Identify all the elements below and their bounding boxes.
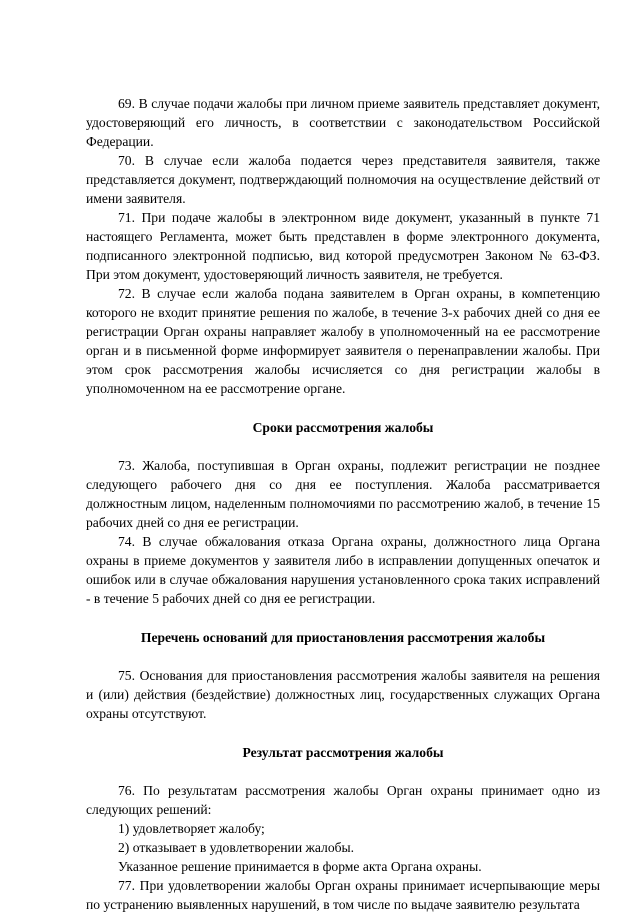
spacer [86,608,600,628]
paragraph-74: 74. В случае обжалования отказа Органа охраны, должностного лица Органа охраны в приеме документов у заявителя либо в исправлении допущенных опечаток и ошибок или в случае обжалования нарушения установленного срока таких исправлений - в течение 5 рабочих дней со дня ее регистрации. [86,534,600,606]
spacer [86,723,600,743]
paragraph-70: 70. В случае если жалоба подается через представителя заявителя, также представляется документ, подтверждающий полномочия на осуществление действий от имени заявителя. [86,153,600,206]
spacer [86,762,600,781]
paragraph-71: 71. При подаче жалобы в электронном виде документ, указанный в пункте 71 настоящего Регламента, может быть представлен в форме электронного документа, подписанного электронной подписью, вид которой предусмотрен Законом № 63-ФЗ. При этом документ, удостоверяющий личность заявителя, не требуется. [86,210,600,282]
list-item-76-2: 2) отказывает в удовлетворении жалобы. [118,840,355,855]
paragraph-75: 75. Основания для приостановления рассмотрения жалобы заявителя на решения и (или) действия (бездействие) должностных лиц, государственных служащих Органа охраны отсутствуют. [86,668,600,721]
spacer [86,437,600,456]
spacer [86,398,600,418]
paragraph-69: 69. В случае подачи жалобы при личном приеме заявитель представляет документ, удостоверяющий его личность, в соответствии с законодательством Российской Федерации. [86,96,600,149]
paragraph-73: 73. Жалоба, поступившая в Орган охраны, подлежит регистрации не позднее следующего рабочего дня со дня ее поступления. Жалоба рассматривается должностным лицом, наделенным полномочиями по рассмотрению жалоб, в течение 15 рабочих дней со дня ее регистрации. [86,458,600,530]
heading-review-terms: Сроки рассмотрения жалобы [252,420,434,435]
paragraph-76: 76. По результатам рассмотрения жалобы Орган охраны принимает одно из следующих решений: [86,783,600,817]
heading-suspension-grounds: Перечень оснований для приостановления рассмотрения жалобы [140,630,546,645]
paragraph-76-note: Указанное решение принимается в форме акта Органа охраны. [118,859,482,874]
list-item-76-1: 1) удовлетворяет жалобу; [118,821,265,836]
heading-review-result: Результат рассмотрения жалобы [242,745,444,760]
paragraph-77: 77. При удовлетворении жалобы Орган охраны принимает исчерпывающие меры по устранению выявленных нарушений, в том числе по выдаче заявителю результата [86,878,600,912]
spacer [86,647,600,666]
paragraph-72: 72. В случае если жалоба подана заявителем в Орган охраны, в компетенцию которого не входит принятие решения по жалобе, в течение 3-х рабочих дней со дня ее регистрации Орган охраны направляет жалобу в уполномоченный на ее рассмотрение орган и в письменной форме информирует заявителя о перенаправлении жалобы. При этом срок рассмотрения жалобы исчисляется со дня регистрации жалобы в уполномоченном на ее рассмотрение органе. [86,286,600,396]
